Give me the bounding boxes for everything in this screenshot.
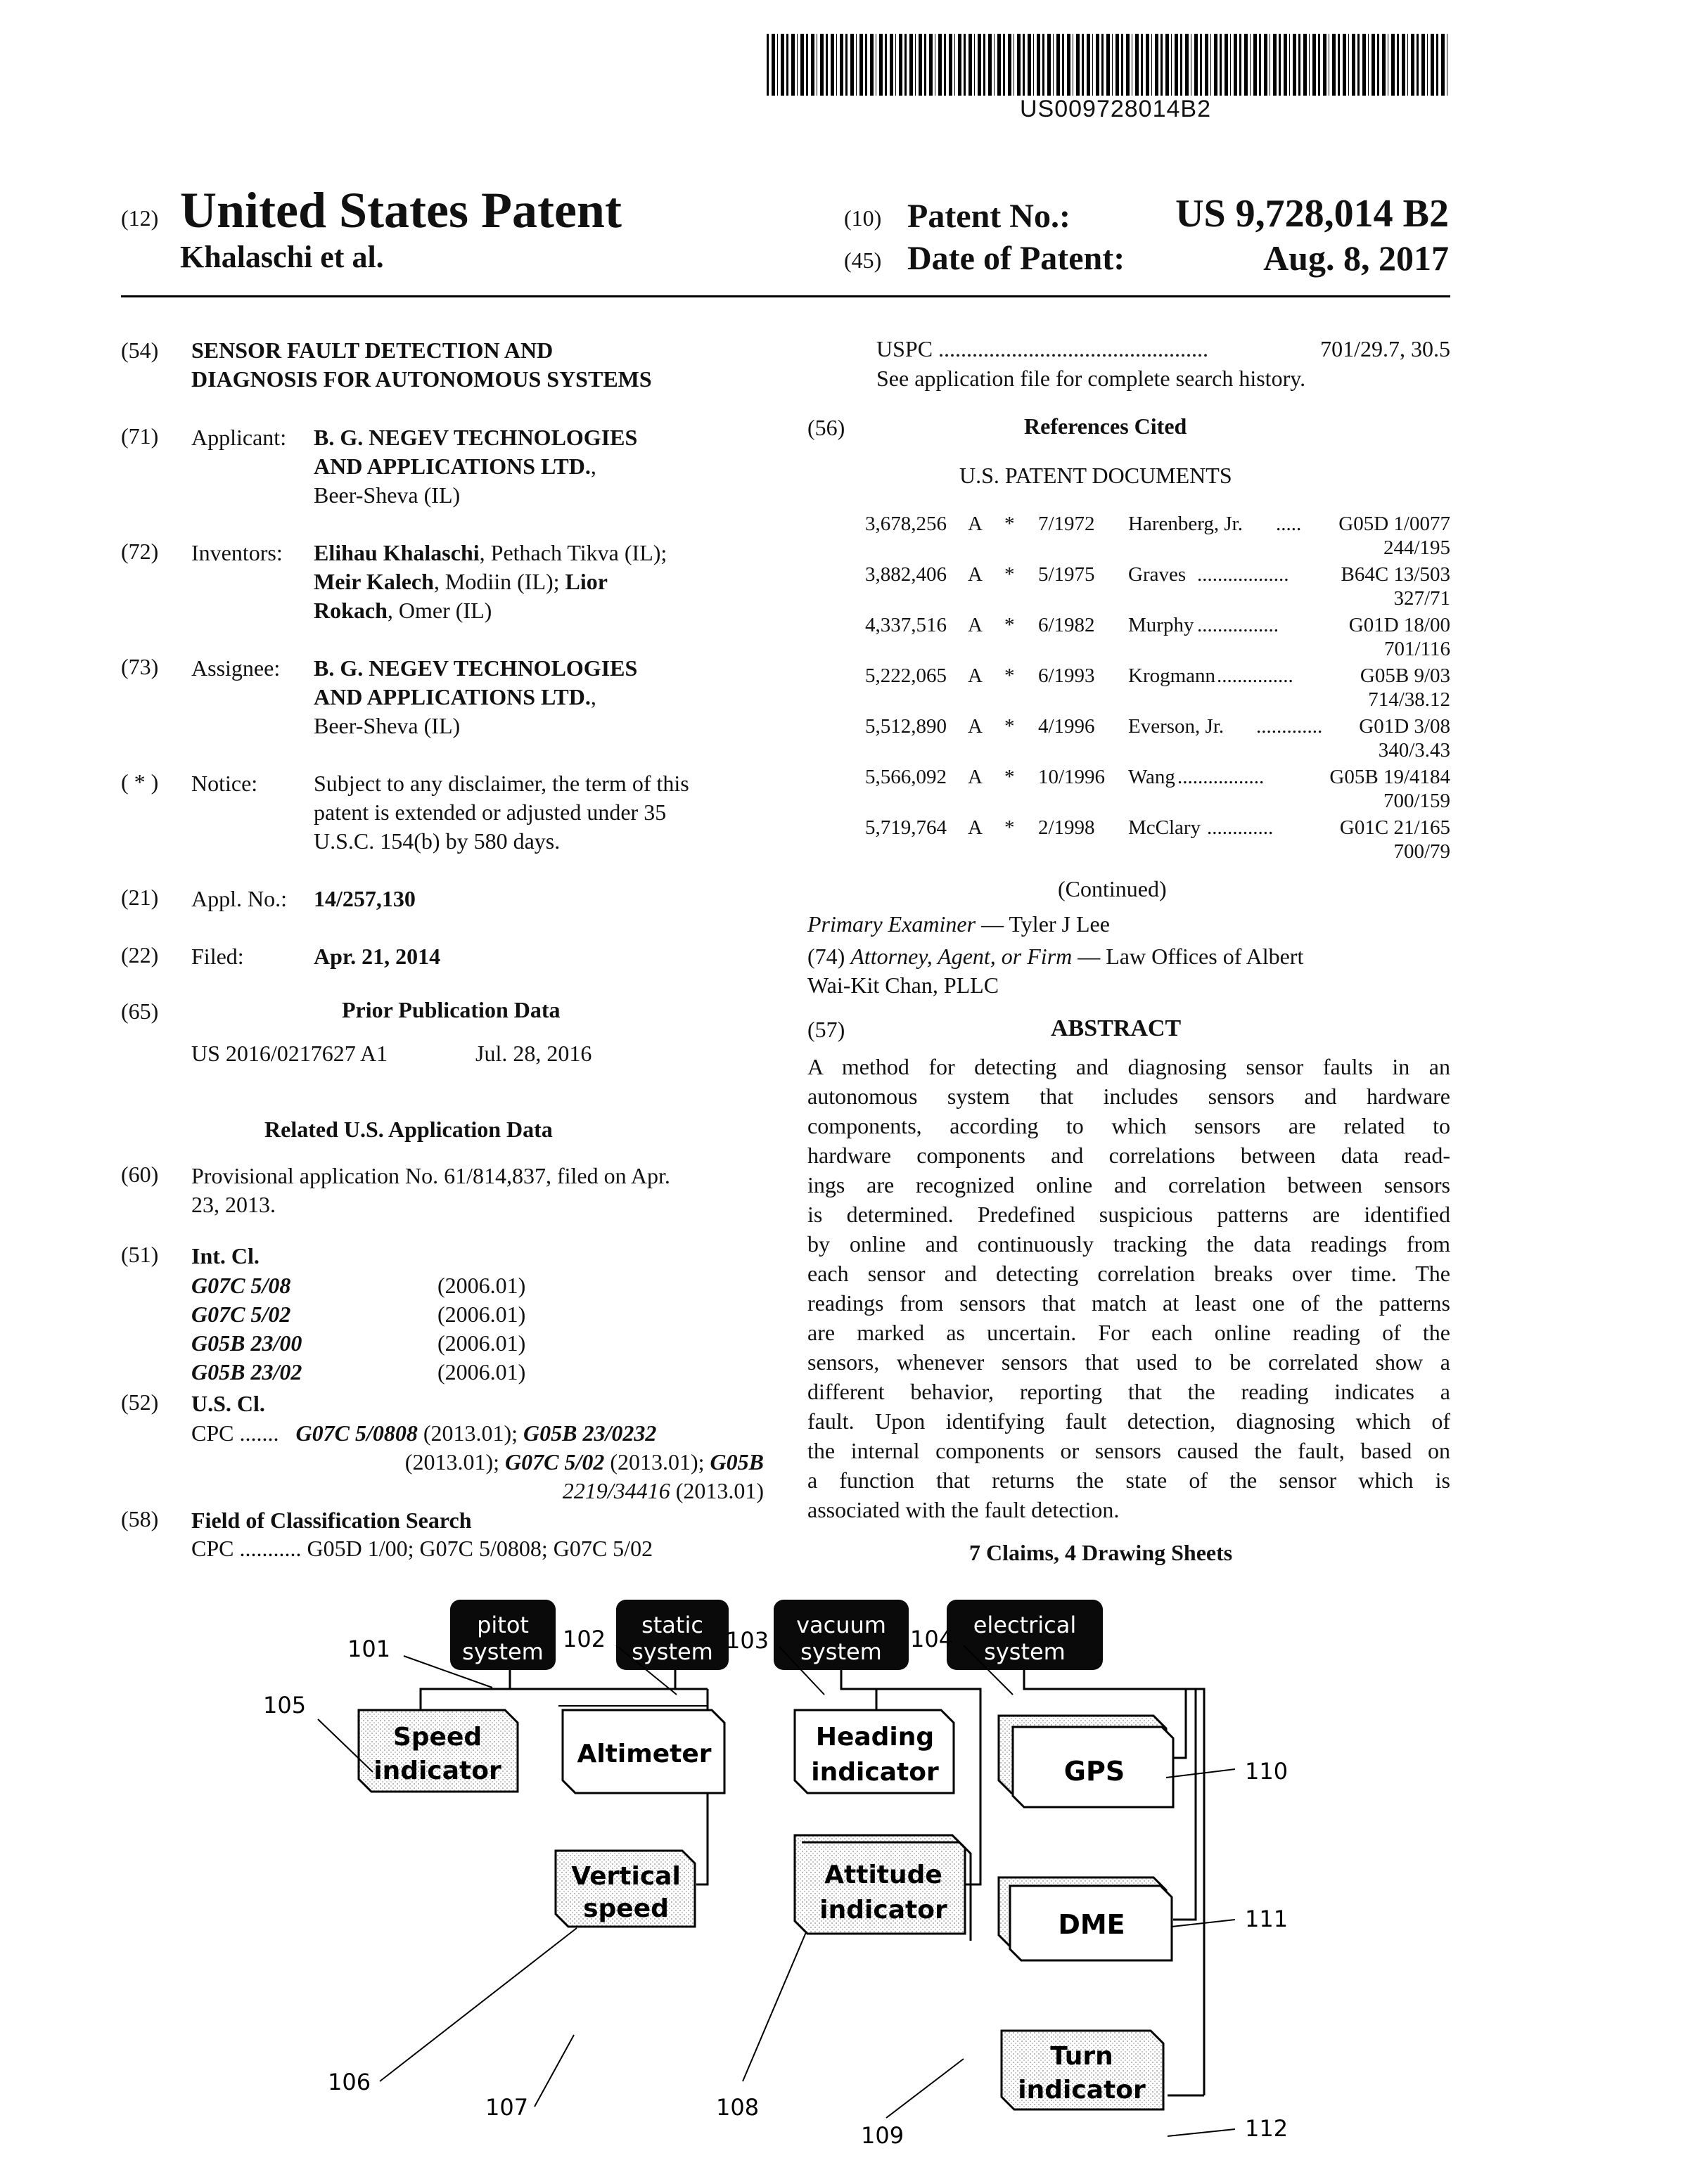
ref-star: *	[1004, 816, 1015, 839]
gps	[999, 1716, 1173, 1807]
ref-kind: A	[968, 766, 983, 788]
ref-star: *	[1004, 664, 1015, 687]
svg-text:system: system	[984, 1638, 1066, 1665]
svg-text:106: 106	[328, 2069, 371, 2095]
abstract-line: each sensor and detecting correlation breaks over time. The	[807, 1261, 1450, 1286]
code-45: (45)	[844, 248, 882, 273]
uspc-line: USPC ................................................ 701/29.7, 30.5	[876, 336, 1450, 361]
ref-date: 2/1998	[1038, 816, 1095, 839]
applicant: B. G. NEGEV TECHNOLOGIES AND APPLICATIONS LTD., Beer-Sheva (IL)	[314, 425, 638, 508]
related-title: Related U.S. Application Data	[264, 1117, 553, 1142]
svg-text:vacuum: vacuum	[796, 1612, 886, 1638]
ref-dots: .............	[1207, 816, 1274, 839]
prov-code: (60)	[121, 1162, 159, 1187]
svg-text:indicator: indicator	[1018, 2076, 1146, 2105]
ref-name: Graves	[1128, 563, 1187, 586]
abstract-line: components, according to which sensors are related to	[807, 1113, 1450, 1138]
filed-date: Apr. 21, 2014	[314, 944, 441, 969]
ref-subclass: 714/38.12	[1368, 688, 1450, 711]
prior-date: Jul. 28, 2016	[475, 1041, 592, 1066]
ref-class: G01D 18/00	[1348, 614, 1450, 636]
ref-name: Everson, Jr.	[1128, 715, 1225, 738]
prior-pub: US 2016/0217627 A1	[191, 1041, 388, 1066]
abstract-line: a function that returns the state of the sensor which is	[807, 1467, 1450, 1493]
abstract-line: sensors, whenever sensors that used to be correlated show a	[807, 1349, 1450, 1375]
inventors-short: Khalaschi et al.	[180, 240, 384, 274]
prior-title: Prior Publication Data	[342, 997, 561, 1022]
svg-text:pitot: pitot	[477, 1612, 529, 1638]
field-cpc: CPC ........... G05D 1/00; G07C 5/0808; G07C 5/02	[191, 1536, 653, 1561]
ref-subclass: 701/116	[1384, 638, 1450, 660]
ref-name: Wang	[1128, 766, 1175, 788]
svg-text:Speed: Speed	[392, 1723, 482, 1752]
ref-name: Harenberg, Jr.	[1128, 513, 1243, 535]
svg-text:speed: speed	[583, 1894, 669, 1923]
appl-label: Appl. No.:	[191, 886, 287, 911]
svg-text:111: 111	[1245, 1906, 1289, 1932]
inventors: Elihau Khalaschi, Pethach Tikva (IL); Meir Kalech, Modiin (IL); Lior Rokach, Omer (IL)	[314, 540, 667, 623]
ref-number: 5,566,092	[865, 766, 947, 788]
prior-code: (65)	[121, 998, 159, 1024]
field-label: Field of Classification Search	[191, 1508, 472, 1533]
ref-star: *	[1004, 513, 1015, 535]
assignee-label: Assignee:	[191, 655, 281, 681]
svg-text:GPS: GPS	[1063, 1756, 1125, 1787]
abstract-line: fault. Upon identifying fault detection, diagnosing which of	[807, 1408, 1450, 1434]
document-type: United States Patent	[180, 182, 622, 238]
ref-name: McClary	[1128, 816, 1201, 839]
abstract-title: ABSTRACT	[1051, 1015, 1182, 1041]
ref-dots: .............	[1256, 715, 1323, 738]
patent-number: US 9,728,014 B2	[1175, 192, 1449, 236]
inventors-code: (72)	[121, 539, 159, 564]
field-code: (58)	[121, 1506, 159, 1531]
filed-code: (22)	[121, 942, 159, 968]
svg-text:109: 109	[861, 2122, 904, 2149]
abstract-line: are marked as uncertain. For each online reading of the	[807, 1320, 1450, 1345]
attitude-indicator	[795, 1835, 971, 1941]
svg-text:Heading: Heading	[815, 1723, 935, 1752]
ref-number: 5,222,065	[865, 664, 947, 687]
ref-date: 5/1975	[1038, 563, 1095, 586]
notice-label: Notice:	[191, 771, 258, 796]
svg-text:101: 101	[347, 1636, 391, 1662]
abstract-line: associated with the fault detection.	[807, 1497, 1120, 1522]
cpc-classes: CPC ....... G07C 5/0808 (2013.01); G05B 23/0232 (2013.01); G07C 5/02 (2013.01); G05B 2219/34416 (2013.01)	[191, 1420, 764, 1503]
speed-indicator	[359, 1710, 518, 1792]
inventors-label: Inventors:	[191, 540, 283, 565]
uscl-label: U.S. Cl.	[191, 1391, 265, 1416]
notice-code: ( * )	[121, 769, 159, 795]
barcode	[767, 34, 1449, 96]
us-docs-title: U.S. PATENT DOCUMENTS	[959, 463, 1232, 488]
applicant-code: (71)	[121, 423, 159, 449]
ref-dots: .................	[1177, 766, 1265, 788]
svg-text:112: 112	[1245, 2115, 1289, 2142]
claims-summary: 7 Claims, 4 Drawing Sheets	[969, 1540, 1233, 1565]
appl-number: 14/257,130	[314, 886, 416, 911]
ref-class: G01C 21/165	[1339, 816, 1450, 839]
ref-class: G05D 1/0077	[1338, 513, 1450, 535]
ref-date: 7/1972	[1038, 513, 1095, 535]
abstract-code: (57)	[807, 1017, 845, 1042]
ref-dots: .....	[1276, 513, 1302, 535]
svg-text:system: system	[800, 1638, 882, 1665]
svg-text:DME: DME	[1058, 1909, 1125, 1940]
ref-kind: A	[968, 513, 983, 535]
abstract-line: A method for detecting and diagnosing sensor faults in an	[807, 1054, 1450, 1079]
svg-text:Vertical: Vertical	[571, 1862, 681, 1891]
abstract-text	[807, 1052, 1450, 1524]
svg-text:107: 107	[485, 2094, 529, 2121]
svg-text:indicator: indicator	[373, 1756, 501, 1785]
ref-subclass: 340/3.43	[1378, 739, 1450, 762]
ref-date: 10/1996	[1038, 766, 1106, 788]
altimeter	[558, 1706, 724, 1793]
search-note: See application file for complete search history.	[876, 366, 1306, 391]
svg-text:108: 108	[716, 2094, 760, 2121]
code-12: (12)	[121, 205, 159, 231]
abstract-line: is determined. Predefined suspicious patterns are identified	[807, 1202, 1450, 1227]
ref-class: B64C 13/503	[1341, 563, 1450, 586]
svg-text:system: system	[632, 1638, 713, 1665]
ref-subclass: 244/195	[1383, 537, 1450, 559]
uscl-code: (52)	[121, 1389, 159, 1415]
svg-text:static: static	[641, 1612, 703, 1638]
ref-class: G05B 19/4184	[1329, 766, 1450, 788]
examiner: Primary Examiner — Tyler J Lee	[807, 911, 1110, 937]
svg-text:103: 103	[726, 1627, 769, 1654]
ref-dots: ................	[1197, 614, 1279, 636]
applicant-label: Applicant:	[191, 425, 287, 450]
svg-text:Turn: Turn	[1050, 2042, 1113, 2071]
system-electrical	[947, 1600, 1103, 1670]
title-code: (54)	[121, 338, 159, 363]
ref-star: *	[1004, 715, 1015, 738]
appl-code: (21)	[121, 885, 159, 910]
svg-text:104: 104	[910, 1626, 954, 1652]
svg-text:system: system	[462, 1638, 544, 1665]
attorney: (74) Attorney, Agent, or Firm — Law Offices of Albert Wai-Kit Chan, PLLC	[807, 944, 1304, 998]
svg-text:102: 102	[563, 1626, 606, 1652]
ref-name: Murphy	[1128, 614, 1194, 636]
ref-number: 5,719,764	[865, 816, 947, 839]
ref-subclass: 700/159	[1383, 790, 1450, 812]
ref-star: *	[1004, 614, 1015, 636]
abstract-line: ings are recognized online and correlation between sensors	[807, 1172, 1450, 1197]
intcl-label: Int. Cl.	[191, 1243, 260, 1268]
heading-indicator	[795, 1710, 954, 1793]
ref-number: 4,337,516	[865, 614, 947, 636]
svg-text:Attitude: Attitude	[824, 1861, 942, 1889]
abstract-line: by online and continuously tracking the data readings from	[807, 1231, 1450, 1257]
svg-text:indicator: indicator	[819, 1896, 947, 1925]
ref-subclass: 700/79	[1393, 840, 1450, 863]
dme	[999, 1877, 1172, 1960]
ref-number: 5,512,890	[865, 715, 947, 738]
ref-kind: A	[968, 614, 983, 636]
ref-kind: A	[968, 664, 983, 687]
ref-date: 6/1982	[1038, 614, 1095, 636]
ref-date: 4/1996	[1038, 715, 1095, 738]
refs-title: References Cited	[1024, 413, 1187, 439]
filed-label: Filed:	[191, 944, 244, 969]
system-vacuum	[774, 1600, 909, 1670]
abstract-line: autonomous system that includes sensors and hardware	[807, 1084, 1450, 1109]
figure	[0, 1589, 1688, 2184]
ref-number: 3,678,256	[865, 513, 947, 535]
ref-subclass: 327/71	[1393, 587, 1450, 610]
abstract-line: different behavior, reporting that the reading indicates a	[807, 1379, 1450, 1404]
ref-dots: ..................	[1197, 563, 1289, 586]
patent-date: Aug. 8, 2017	[1263, 238, 1449, 278]
notice-text: Subject to any disclaimer, the term of this patent is extended or adjusted under 35 U.S.C. 154(b) by 580 days.	[314, 771, 689, 854]
abstract-line: hardware components and correlations between data read-	[807, 1143, 1450, 1168]
ref-star: *	[1004, 563, 1015, 586]
system-pitot	[450, 1600, 556, 1670]
svg-text:110: 110	[1245, 1758, 1289, 1785]
turn-indicator	[1002, 2031, 1163, 2109]
svg-text:indicator: indicator	[811, 1758, 939, 1787]
svg-text:electrical: electrical	[973, 1612, 1077, 1638]
code-10: (10)	[844, 205, 882, 231]
ref-name: Krogmann	[1128, 664, 1216, 687]
provisional: Provisional application No. 61/814,837, filed on Apr. 23, 2013.	[191, 1163, 670, 1217]
abstract-line: the internal components or sensors caused the fault, based on	[807, 1438, 1450, 1463]
ref-class: G05B 9/03	[1360, 664, 1450, 687]
intcl-list: G07C 5/08 (2006.01) G07C 5/02 (2006.01) G05B 23/00 (2006.01) G05B 23/02 (2006.01)	[191, 1273, 526, 1385]
barcode-number: US009728014B2	[1020, 96, 1212, 122]
ref-kind: A	[968, 816, 983, 839]
assignee: B. G. NEGEV TECHNOLOGIES AND APPLICATIONS LTD., Beer-Sheva (IL)	[314, 655, 638, 738]
ref-star: *	[1004, 766, 1015, 788]
header-rule	[121, 295, 1450, 297]
ref-kind: A	[968, 563, 983, 586]
intcl-code: (51)	[121, 1242, 159, 1267]
patent-no-label: Patent No.:	[907, 198, 1070, 235]
invention-title: SENSOR FAULT DETECTION AND DIAGNOSIS FOR AUTONOMOUS SYSTEMS	[191, 338, 652, 392]
svg-text:Altimeter: Altimeter	[577, 1740, 712, 1768]
ref-dots: ...............	[1217, 664, 1293, 687]
assignee-code: (73)	[121, 654, 159, 679]
ref-class: G01D 3/08	[1359, 715, 1450, 738]
ref-date: 6/1993	[1038, 664, 1095, 687]
date-label: Date of Patent:	[907, 240, 1125, 277]
continued: (Continued)	[1058, 876, 1167, 901]
abstract-line: readings from sensors that match at least one of the patterns	[807, 1290, 1450, 1316]
vertical-speed	[556, 1851, 695, 1927]
refs-code: (56)	[807, 415, 845, 440]
ref-number: 3,882,406	[865, 563, 947, 586]
svg-text:105: 105	[263, 1692, 307, 1719]
ref-kind: A	[968, 715, 983, 738]
